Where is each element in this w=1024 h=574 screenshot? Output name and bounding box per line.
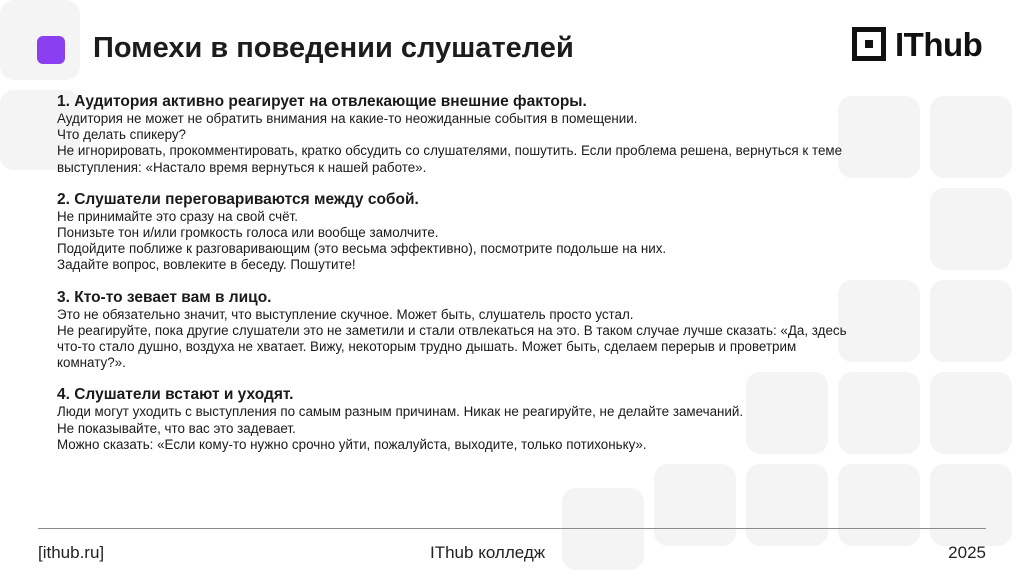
accent-square-icon xyxy=(37,36,65,64)
background-square xyxy=(562,488,644,570)
section-line: Можно сказать: «Если кому-то нужно срочно уйти, пожалуйста, выходите, только потихоньку». xyxy=(57,436,647,452)
section-line: Не реагируйте, пока другие слушатели это не заметили и стали отвлекаться на это. В таком случае лучше сказать: «Да, здесь xyxy=(57,322,847,338)
section-1 xyxy=(57,92,957,176)
section-line: Подойдите поближе к разговаривающим (это весьма эффективно), посмотрите подольше на них. xyxy=(57,241,667,257)
background-square xyxy=(838,464,920,546)
section-line: комнату?». xyxy=(57,355,126,371)
section-line: Это не обязательно значит, что выступление скучное. Может быть, слушатель просто устал. xyxy=(57,306,634,322)
background-square xyxy=(654,464,736,546)
section-line: Что делать спикеру? xyxy=(57,127,187,143)
section-2 xyxy=(57,190,957,274)
section-line: Люди могут уходить с выступления по самым разным причинам. Никак не реагируйте, не делайте замечаний. xyxy=(57,404,744,420)
section-line: Аудитория не может не обратить внимания на какие-то неожиданные события в помещении. xyxy=(57,111,638,126)
background-square xyxy=(930,464,1012,546)
footer-website: [ithub.ru] xyxy=(38,543,105,562)
section-heading: 4. Слушатели встают и уходят. xyxy=(57,386,294,404)
section-line: Не показывайте, что вас это задевает. xyxy=(57,420,296,436)
footer-divider xyxy=(38,528,986,529)
section-line: Не игнорировать, прокомментировать, кратко обсудить со слушателями, пошутить. Если проблема решена, вернуться к теме xyxy=(57,143,843,159)
slide-title: Помехи в поведении слушателей xyxy=(93,32,574,64)
section-line: Не принимайте это сразу на свой счёт. xyxy=(57,208,298,224)
section-line: Понизьте тон и/или громкость голоса или вообще замолчите. xyxy=(57,225,439,241)
section-3 xyxy=(57,288,957,372)
ithub-logo xyxy=(852,26,982,62)
footer-year: 2025 xyxy=(948,543,986,562)
slide-content xyxy=(57,92,957,467)
section-heading: 2. Слушатели переговариваются между собой. xyxy=(57,190,419,208)
logo-text: IThub xyxy=(895,25,983,63)
section-line: Задайте вопрос, вовлеките в беседу. Пошутите! xyxy=(57,257,356,273)
section-4 xyxy=(57,385,957,453)
footer-college: IThub колледж xyxy=(430,543,546,562)
section-line: выступления: «Настало время вернуться к нашей работе». xyxy=(57,159,427,175)
section-heading: 3. Кто-то зевает вам в лицо. xyxy=(57,288,272,306)
section-line: что-то стало душно, воздуха не хватает. Вижу, некоторым трудно дышать. Может быть, сделаем перерыв и проветрим xyxy=(57,339,797,355)
section-heading: 1. Аудитория активно реагирует на отвлекающие внешние факторы. xyxy=(57,93,587,110)
square-logo-icon xyxy=(852,27,886,61)
background-square xyxy=(746,464,828,546)
